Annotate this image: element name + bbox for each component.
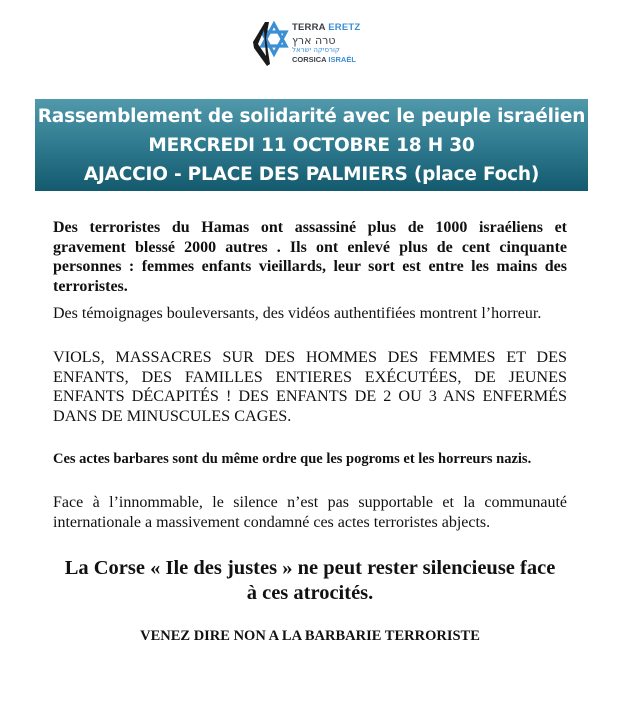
paragraph-pogroms: Ces actes barbares sont du même ordre que les pogroms et les horreurs nazis. [53,451,532,467]
logo-hebrew-subtitle: קורסיקה ישראל [292,45,340,54]
logo-israel: ISRAËL [328,54,356,64]
paragraph-atrocities: VIOLS, MASSACRES SUR DES HOMMES DES FEMMES ET DES ENFANTS, DES FAMILLES ENTIERES EXÉCUTÉES, DE JEUNES ENFANTS DÉCAPITÉS ! DES ENFANTS DE 2 OU 3 ANS ENFERMÉS DANS DE MINUSCULES CAGES. [53,348,567,425]
logo-text [292,20,360,63]
corsica-callout [40,556,580,606]
event-banner [35,99,588,191]
banner-title: Rassemblement de solidarité avec le peuple israélien [37,106,586,127]
paragraph-testimonies: Des témoignages bouleversants, des vidéos authentifiées montrent l’horreur. [53,305,542,322]
paragraph-hamas-attack: Des terroristes du Hamas ont assassiné plus de 1000 israéliens et gravement blessé 2000 autres . Ils ont enlevé plus de cent cinquante personnes : femmes enfants vieillards, leur sort est entre les mains des terroristes. [53,219,567,295]
star-of-david-corsica-icon [250,20,290,68]
logo-eretz: ERETZ [328,22,361,33]
logo-corsica: CORSICA [292,54,327,64]
banner-date: MERCREDI 11 OCTOBRE 18 H 30 [148,135,475,156]
logo-hebrew-title: טרה ארץ [292,33,336,47]
terra-eretz-logo [250,20,370,70]
banner-location: AJACCIO - PLACE DES PALMIERS (place Foch) [83,164,540,185]
logo-terra: TERRA [292,22,326,33]
callout-line-2: à ces atrocités. [246,582,374,604]
paragraph-international: Face à l’innommable, le silence n’est pas supportable et la communauté internationale a massivement condamné ces actes terroristes abjects. [53,494,567,531]
callout-line-1: La Corse « Ile des justes » ne peut rester silencieuse face [64,557,556,579]
call-to-action: VENEZ DIRE NON A LA BARBARIE TERRORISTE [140,628,480,644]
logo-brand-line [292,23,360,33]
logo-corsica-line [292,56,360,64]
